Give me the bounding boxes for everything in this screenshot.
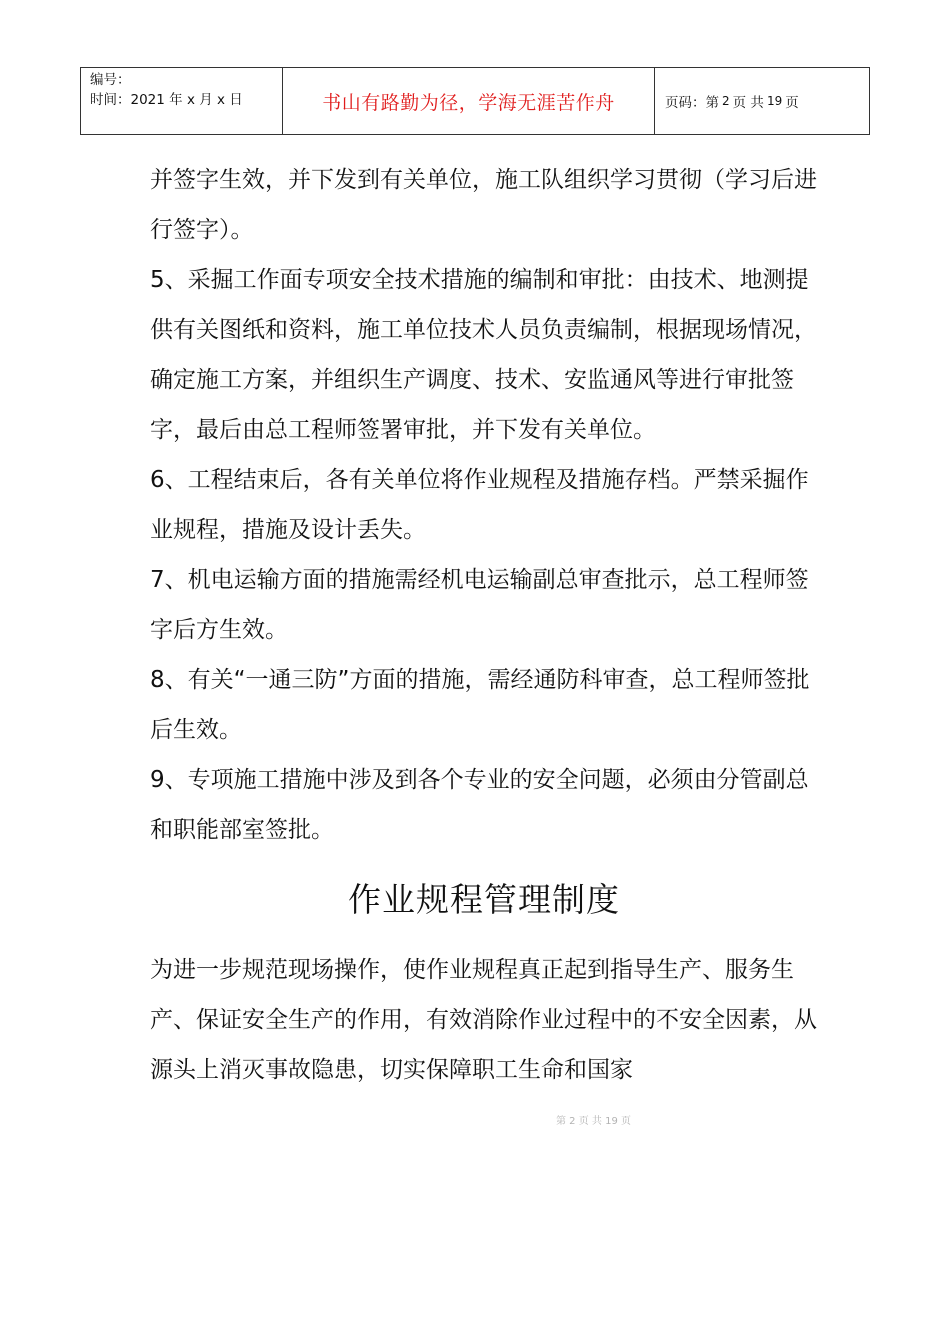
paragraph: 为进一步规范现场操作，使作业规程真正起到指导生产、服务生产、保证安全生产的作用，有效消除作业过程中的不安全因素，从源头上消灭事故隐患，切实保障职工生命和国家 xyxy=(150,957,817,1083)
paragraph: 7、机电运输方面的措施需经机电运输副总审查批示，总工程师签字后方生效。 xyxy=(150,567,809,643)
document-header xyxy=(80,67,870,135)
motto-text: 书山有路勤为径，学海无涯苦作舟 xyxy=(322,91,615,114)
motto-cell xyxy=(283,68,655,134)
page-suffix: 页 xyxy=(785,95,799,111)
header-meta-cell xyxy=(81,68,283,134)
paragraph: 9、专项施工措施中涉及到各个专业的安全问题，必须由分管副总和职能部室签批。 xyxy=(150,767,809,843)
document-body xyxy=(150,155,818,1095)
serial-label: 编号： xyxy=(90,72,131,88)
paragraph: 6、工程结束后，各有关单位将作业规程及措施存档。严禁采掘作业规程，措施及设计丢失。 xyxy=(150,467,809,543)
time-label: 时间：2021 年 x 月 x 日 xyxy=(90,92,243,108)
paragraph: 并签字生效，并下发到有关单位，施工队组织学习贯彻（学习后进行签字）。 xyxy=(150,167,817,243)
page-prefix: 页码：第 xyxy=(665,95,719,111)
section-title: 作业规程管理制度 xyxy=(348,880,620,919)
page-overlay-text: 第 2 页 共 19 页 xyxy=(556,1116,631,1127)
page-middle: 页 共 xyxy=(732,95,764,111)
paragraph: 5、采掘工作面专项安全技术措施的编制和审批：由技术、地测提供有关图纸和资料，施工单位技术人员负责编制，根据现场情况，确定施工方案，并组织生产调度、技术、安监通风等进行审批签字，最后由总工程师签署审批，并下发有关单位。 xyxy=(150,267,817,443)
page-info-cell xyxy=(655,68,869,134)
page-total: 19 xyxy=(766,94,783,108)
page-current: 2 xyxy=(722,94,730,108)
paragraph: 8、有关“一通三防”方面的措施，需经通防科审查，总工程师签批后生效。 xyxy=(150,667,810,743)
